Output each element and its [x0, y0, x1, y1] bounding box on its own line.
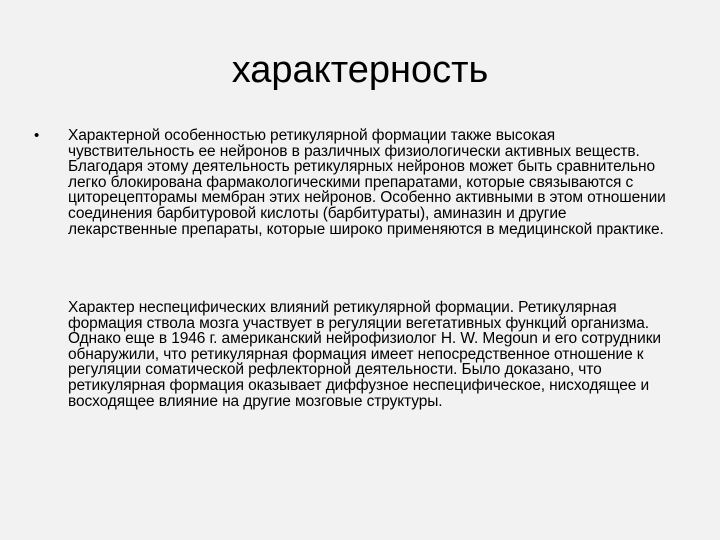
paragraph-body: Ретикулярная формация ствола мозга участвует в регуляции вегетативных функций организма. Однако еще в 1946 г. американский нейрофизиолог Н. W. Megoun и его сотрудники обнаружили, что ретикулярная формация имеет непосредственное отношение к регуляции соматической рефлекторной деятельности. Было доказано, что ретикулярная формация оказывает диффузное неспецифическое, нисходящее и восходящее влияние на другие мозговые структуры. — [68, 299, 661, 410]
paragraph-heading: Характер неспецифических влияний ретикулярной формации. — [68, 299, 514, 316]
bullet-marker: • — [34, 127, 40, 144]
slide-title: характерность — [231, 49, 489, 91]
paragraph-nonspecific-influences — [68, 300, 674, 409]
paragraph-reticular-sensitivity: Характерной особенностью ретикулярной формации также высокая чувствительность ее нейронов в различных физиологически активных веществ. Благодаря этому деятельность ретикулярных нейронов может быть сравнительно легко блокирована фармакологическими препаратами, которые связываются с циторецепторамы мембран этих нейронов. Особенно активными в этом отношении соединения барбитуровой кислоты (барбитураты), аминазин и другие лекарственные препараты, которые широко применяются в медицинской практике. — [68, 127, 666, 238]
